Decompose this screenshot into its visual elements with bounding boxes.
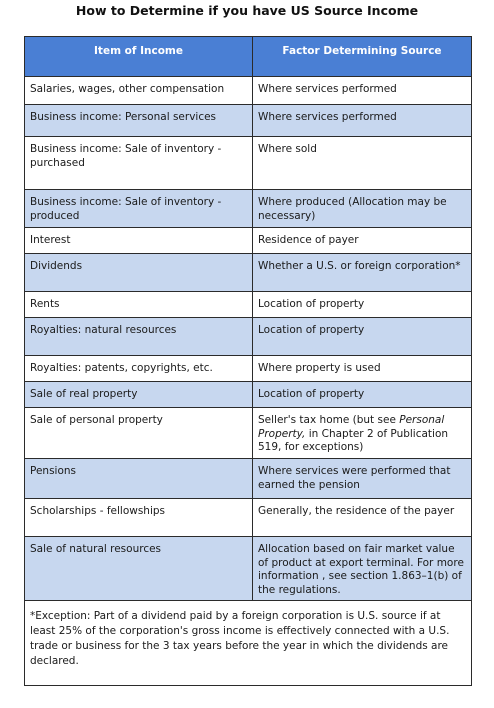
factor-cell — [253, 408, 472, 459]
item-cell: Sale of personal property — [25, 408, 253, 459]
table-row — [25, 292, 472, 318]
item-cell: Sale of natural resources — [25, 537, 253, 601]
table-row — [25, 408, 472, 459]
item-cell: Scholarships - fellowships — [25, 499, 253, 537]
factor-text-post: in Chapter 2 of Publication 519, for exceptions) — [258, 427, 449, 454]
item-cell: Salaries, wages, other compensation — [25, 77, 253, 105]
factor-cell: Generally, the residence of the payer — [253, 499, 472, 537]
item-cell: Royalties: natural resources — [25, 318, 253, 356]
footnote: *Exception: Part of a dividend paid by a foreign corporation is U.S. source if at least 25% of the corporation's gross income is effectively connected with a U.S. trade or business for the 3 tax years before the year in which the dividends are declared. — [25, 601, 472, 686]
table-row — [25, 105, 472, 137]
factor-cell: Where sold — [253, 137, 472, 190]
source-income-table — [24, 36, 472, 686]
item-cell: Interest — [25, 228, 253, 254]
factor-cell: Location of property — [253, 382, 472, 408]
item-cell: Pensions — [25, 459, 253, 499]
factor-cell: Where services performed — [253, 105, 472, 137]
factor-cell: Where services were performed that earned the pension — [253, 459, 472, 499]
table-row — [25, 356, 472, 382]
item-cell: Business income: Sale of inventory - produced — [25, 190, 253, 228]
header-item-of-income: Item of Income — [25, 37, 253, 77]
item-cell: Dividends — [25, 254, 253, 292]
factor-cell: Allocation based on fair market value of product at export terminal. For more information , see section 1.863–1(b) of the regulations. — [253, 537, 472, 601]
table-row — [25, 459, 472, 499]
factor-cell: Location of property — [253, 292, 472, 318]
table-row — [25, 537, 472, 601]
table-row — [25, 318, 472, 356]
factor-cell: Where produced (Allocation may be necessary) — [253, 190, 472, 228]
item-cell: Business income: Personal services — [25, 105, 253, 137]
factor-text-pre: Seller's tax home (but see — [258, 414, 400, 426]
personal-property-reference: Personal Property, — [258, 414, 445, 440]
table-row — [25, 190, 472, 228]
table-row — [25, 77, 472, 105]
table-row — [25, 254, 472, 292]
factor-cell: Where services performed — [253, 77, 472, 105]
table-row — [25, 499, 472, 537]
factor-cell: Whether a U.S. or foreign corporation* — [253, 254, 472, 292]
item-cell: Royalties: patents, copyrights, etc. — [25, 356, 253, 382]
table-row — [25, 382, 472, 408]
footnote-row — [25, 601, 472, 686]
factor-cell: Location of property — [253, 318, 472, 356]
item-cell: Business income: Sale of inventory - purchased — [25, 137, 253, 190]
table-row — [25, 137, 472, 190]
header-factor-determining-source: Factor Determining Source — [253, 37, 472, 77]
item-cell: Rents — [25, 292, 253, 318]
page-title: How to Determine if you have US Source Income — [75, 3, 419, 18]
item-cell: Sale of real property — [25, 382, 253, 408]
table-row — [25, 228, 472, 254]
table-header-row — [25, 37, 472, 77]
factor-cell: Where property is used — [253, 356, 472, 382]
factor-cell: Residence of payer — [253, 228, 472, 254]
